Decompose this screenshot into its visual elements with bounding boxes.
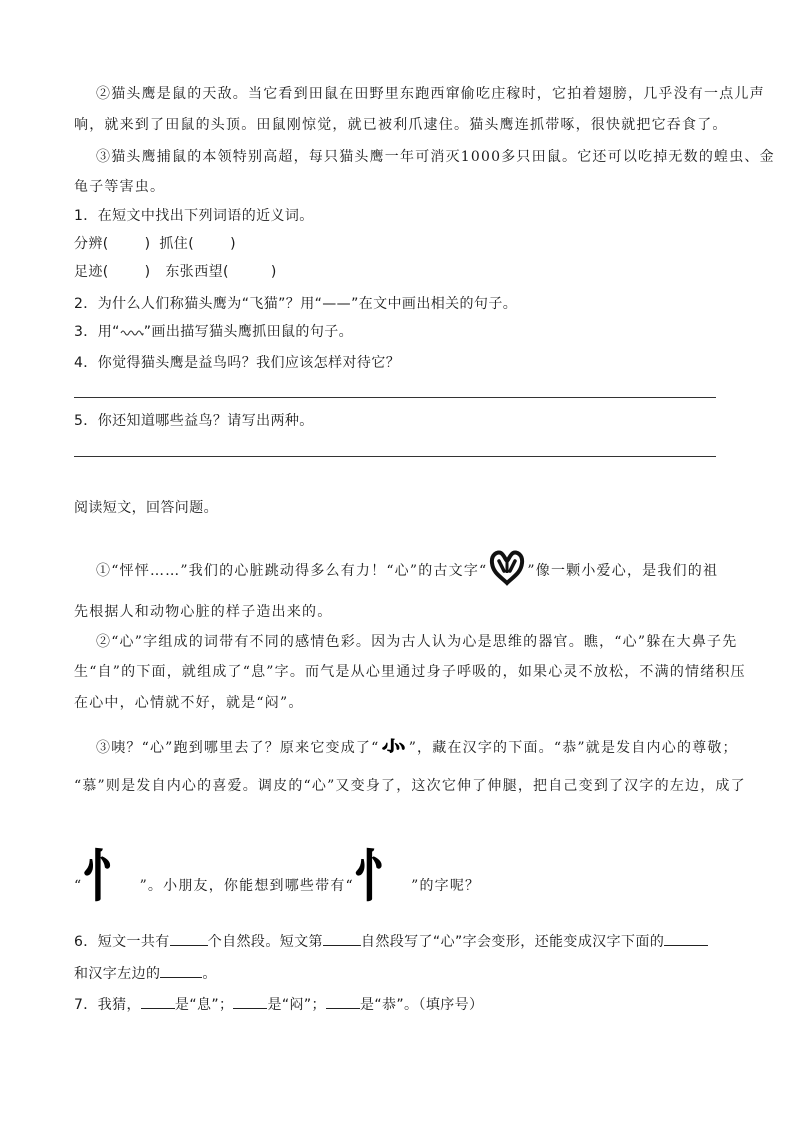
passage2-p3-line3-part-c: ”的字呢？ — [411, 878, 481, 894]
passage2-p2-line2: 生“自”的下面，就组成了“息”字。而气是从心里通过身子呼吸的，如果心灵不放松，不满的情绪积压 — [74, 664, 746, 680]
answer-blank-bottom-form[interactable] — [664, 930, 708, 946]
wavy-underline-icon — [120, 327, 144, 337]
synonym-word-2: 抓住( — [159, 236, 195, 252]
passage1-p2-line1: ②猫头鹰是鼠的天敌。当它看到田鼠在田野里东跑西窜偷吃庄稼时，它拍着翅膀，几乎没有一点儿声 — [96, 86, 765, 102]
question-4: 4．你觉得猫头鹰是益鸟吗？我们应该怎样对待它？ — [74, 355, 401, 371]
question-1-row2 — [74, 262, 277, 282]
question-7-part-a: 7．我猜， — [74, 997, 141, 1013]
question-3 — [74, 322, 353, 342]
synonym-word-4: 东张西望( — [165, 264, 229, 280]
passage2-p3-line3-part-a: “ — [74, 878, 83, 894]
passage1-p3-line2: 龟子等害虫。 — [74, 179, 166, 195]
answer-blank-xi[interactable] — [141, 993, 175, 1009]
question-6-line2 — [74, 962, 217, 984]
question-3-prefix: 3．用“ — [74, 324, 120, 340]
passage2-p3-line2: “慕”则是发自内心的喜爱。调皮的“心”又变身了，这次它伸了伸腿，把自己变到了汉字的左边，成了 — [74, 778, 746, 794]
synonym-close-4: ) — [270, 264, 277, 280]
passage2-p1-line2: 先根据人和动物心脏的样子造出来的。 — [74, 604, 333, 620]
heart-bottom-radical-glyph: ⺗ — [379, 724, 409, 757]
question-3-suffix: ”画出描写猫头鹰抓田鼠的句子。 — [143, 324, 354, 340]
question-6-line2-part-a: 和汉字左边的 — [74, 966, 161, 982]
question-6-part-c: 自然段写了“心”字会变形，还能变成汉字下面的 — [360, 934, 665, 950]
passage2-p2-line1: ②“心”字组成的词带有不同的感情色彩。因为古人认为心是思维的器官。瞧，“心”躲在大鼻子先 — [96, 634, 738, 650]
question-6-line2-part-b: 。 — [202, 966, 217, 982]
synonym-close-1: ) — [144, 236, 151, 252]
question-7-part-c: 是“闷”； — [267, 997, 326, 1013]
synonym-word-1: 分辨( — [74, 236, 109, 252]
passage2-p1-part-b: ”像一颗小爱心，是我们的祖 — [527, 563, 719, 579]
synonym-close-3: ) — [144, 264, 151, 280]
passage1-p3-line1: ③猫头鹰捕鼠的本领特别高超，每只猫头鹰一年可消灭1000多只田鼠。它还可以吃掉无数的蝗虫、金 — [96, 149, 775, 165]
passage2-p1-line1 — [96, 547, 718, 587]
answer-blank-paragraph-number[interactable] — [323, 930, 361, 946]
question-7 — [74, 993, 483, 1015]
passage2-p2-line3: 在心中，心情就不好，就是“闷”。 — [74, 695, 304, 711]
heart-side-radical-glyph-2: 忄 — [353, 845, 412, 910]
question-6-part-b: 个自然段。短文第 — [207, 934, 323, 950]
question-7-part-d: 是“恭”。（填序号） — [359, 997, 484, 1013]
question-1: 1．在短文中找出下列词语的近义词。 — [74, 208, 314, 224]
passage2-p3-part-b: ”，藏在汉字的下面。“恭”就是发自内心的尊敬； — [408, 740, 738, 756]
answer-blank-left-form[interactable] — [160, 962, 202, 978]
question-6-line1 — [74, 930, 708, 952]
question-2: 2．为什么人们称猫头鹰为“飞猫”？用“——”在文中画出相关的句子。 — [74, 296, 518, 312]
answer-blank-paragraph-count[interactable] — [170, 930, 208, 946]
answer-line-q5[interactable] — [74, 456, 716, 457]
passage2-p3-part-a: ③咦？“心”跑到哪里去了？原来它变成了“ — [96, 740, 380, 756]
answer-line-q4[interactable] — [74, 397, 716, 398]
ancient-heart-glyph-icon — [487, 547, 527, 587]
question-6-part-a: 6．短文一共有 — [74, 934, 170, 950]
question-1-row1 — [74, 234, 236, 254]
passage2-p1-part-a: ①“怦怦……”我们的心脏跳动得多么有力！“心”的古文字“ — [96, 563, 488, 579]
passage2-intro: 阅读短文，回答问题。 — [74, 500, 218, 516]
question-7-part-b: 是“息”； — [174, 997, 234, 1013]
passage2-p3-line3-part-b: ”。小朋友，你能想到哪些带有“ — [139, 878, 354, 894]
heart-side-radical-glyph: 忄 — [82, 845, 140, 910]
synonym-word-3: 足迹( — [74, 264, 109, 280]
passage1-p2-line2: 响，就来到了田鼠的头顶。田鼠刚惊觉，就已被利爪逮住。猫头鹰连抓带啄，很快就把它吞食了。 — [74, 117, 728, 133]
answer-blank-men[interactable] — [233, 993, 267, 1009]
question-5: 5．你还知道哪些益鸟？请写出两种。 — [74, 413, 314, 429]
answer-blank-gong[interactable] — [326, 993, 360, 1009]
passage2-p3-line1 — [96, 724, 738, 758]
synonym-close-2: ) — [230, 236, 236, 252]
passage2-p3-line3 — [74, 845, 481, 910]
